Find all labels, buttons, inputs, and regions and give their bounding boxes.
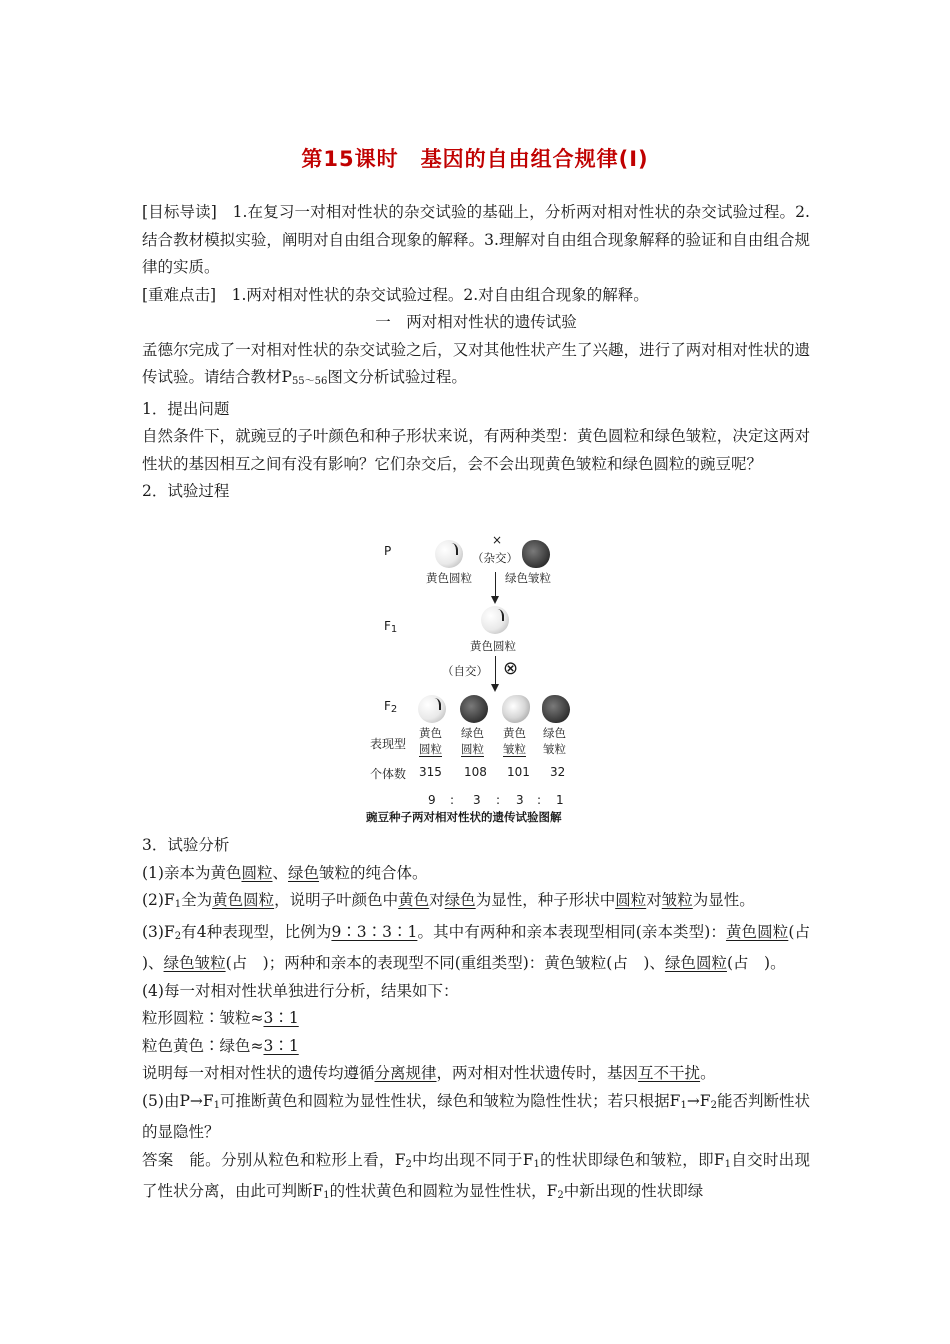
f2-ratio-value: 9 xyxy=(428,793,436,807)
f2-phenotype-top: 黄色 xyxy=(419,726,442,740)
goals-paragraph xyxy=(142,199,810,282)
analysis-item-3: $(3)F_2$有4种表现型，比例为9∶3∶3∶1。其中有两种和亲本表现型相同(亲本类型)：黄色圆粒(占 )、绿色皱粒(占 )；两种和亲本的表现型不同(重组类型)：黄色皱粒(占 )、绿色圆粒(占 )。 xyxy=(142,922,810,972)
cross-symbol: × xyxy=(492,533,503,547)
f2-phenotype-top: 绿色 xyxy=(543,726,566,740)
f2-ratio-value: 3 xyxy=(516,793,524,807)
f1-generation-label: $F_1$ xyxy=(384,619,398,635)
f2-green-wrinkled-pea-icon xyxy=(542,695,570,723)
p-generation-label: P xyxy=(384,544,392,558)
analysis-heading: 3．试验分析 xyxy=(142,836,230,854)
parent2-phenotype: 绿色皱粒 xyxy=(505,571,551,585)
analysis-item-4: (4)每一对相对性状单独进行分析，结果如下： xyxy=(142,981,459,1000)
seed-shape-ratio: 粒形圆粒∶皱粒≈3∶1 xyxy=(142,1009,299,1027)
key-points-text: 1.两对相对性状的杂交试验过程。2.对自由组合现象的解释。 xyxy=(216,285,649,304)
f2-phenotype-top: 黄色 xyxy=(503,726,526,740)
f2-ratio-value: 3 xyxy=(473,793,481,807)
cross-arrow xyxy=(495,572,496,602)
analysis-conclusion: 说明每一对相对性状的遗传均遵循分离规律，两对相对性状遗传时，基因互不干扰。 xyxy=(142,1064,716,1082)
phenotype-row-label: 表现型 xyxy=(370,737,407,751)
self-cross-symbol: ⊗ xyxy=(503,658,519,679)
self-cross-label: （自交） xyxy=(442,664,488,678)
ratio-separator: : xyxy=(537,793,542,807)
ratio-separator: : xyxy=(450,793,455,807)
count-row-label: 个体数 xyxy=(370,767,407,781)
f2-yellow-wrinkled-pea-icon xyxy=(502,695,530,723)
green-wrinkled-pea-icon xyxy=(522,540,550,568)
section-heading: 一 两对相对性状的遗传试验 xyxy=(375,313,577,331)
analysis-item-5: (5)由$P\to F_1$可推断黄色和圆粒为显性性状，绿色和皱粒为隐性性状；若只根据$F_1\to F_2$能否判断性状的显隐性？ xyxy=(142,1091,810,1141)
f2-yellow-round-pea-icon xyxy=(418,695,446,723)
f1-phenotype: 黄色圆粒 xyxy=(470,639,516,653)
parent1-phenotype: 黄色圆粒 xyxy=(426,571,472,585)
intro-paragraph: 孟德尔完成了一对相对性状的杂交试验之后，又对其他性状产生了兴趣，进行了两对相对性状的遗传试验。请结合教材$P_{55\sim 56}$图文分析试验过程。 xyxy=(142,340,810,387)
f2-generation-label: $F_2$ xyxy=(384,699,398,715)
question2-heading: 2．试验过程 xyxy=(142,482,230,500)
f2-green-round-pea-icon xyxy=(460,695,488,723)
body-text-analysis xyxy=(142,832,810,1210)
question1-text: 自然条件下，就豌豆的子叶颜色和种子形状来说，有两种类型：黄色圆粒和绿色皱粒，决定这两对性状的基因相互之间有没有影响？它们杂交后，会不会出现黄色皱粒和绿色圆粒的豌豆呢？ xyxy=(142,427,810,473)
f2-phenotype-top: 绿色 xyxy=(461,726,484,740)
body-text-top xyxy=(142,199,810,506)
page-title: 第15课时 基因的自由组合规律(Ⅰ) xyxy=(301,147,649,171)
f2-ratio-value: 1 xyxy=(556,793,564,807)
figure-caption: 豌豆种子两对相对性状的遗传试验图解 xyxy=(366,810,562,824)
yellow-round-pea-icon xyxy=(435,540,463,568)
answer-paragraph: 答案 能。分别从粒色和粒形上看，$F_2$中均出现不同于$F_1$的性状即绿色和皱粒，即$F_1$自交时出现了性状分离，由此可判断$F_1$的性状黄色和圆粒为显性性状，$F_2$中新出现的性状即绿 xyxy=(142,1150,810,1201)
question1-heading: 1．提出问题 xyxy=(142,399,230,418)
analysis-item-2: $(2)F_1$全为黄色圆粒，说明子叶颜色中黄色对绿色为显性，种子形状中圆粒对皱粒为显性。 xyxy=(142,891,755,910)
goals-label: [目标导读] xyxy=(142,203,217,221)
cross-label: （杂交） xyxy=(472,551,518,565)
f2-count: 108 xyxy=(464,765,487,779)
goals-text: 1.在复习一对相对性状的杂交试验的基础上，分析两对相对性状的杂交试验过程。2.结合教材模拟实验，阐明对自由组合现象的解释。3.理解对自由组合现象解释的验证和自由组合规律的实质。 xyxy=(142,203,810,276)
cross-diagram xyxy=(360,533,600,830)
f2-phenotype-bottom: 皱粒 xyxy=(543,742,566,756)
f2-phenotype-bottom: 皱粒 xyxy=(503,742,526,756)
seed-color-ratio: 粒色黄色∶绿色≈3∶1 xyxy=(142,1036,299,1055)
f2-count: 101 xyxy=(507,765,530,779)
self-cross-arrow xyxy=(495,656,496,690)
f1-yellow-round-pea-icon xyxy=(481,606,509,634)
f2-phenotype-bottom: 圆粒 xyxy=(461,742,484,756)
key-points-paragraph xyxy=(142,282,810,310)
ratio-separator: : xyxy=(496,793,501,807)
key-points-label: [重难点击] xyxy=(142,285,217,304)
f2-phenotype-bottom: 圆粒 xyxy=(419,742,442,756)
f2-count: 32 xyxy=(550,765,566,779)
f2-count: 315 xyxy=(419,765,442,779)
analysis-item-1: (1)亲本为黄色圆粒、绿色皱粒的纯合体。 xyxy=(142,863,428,882)
